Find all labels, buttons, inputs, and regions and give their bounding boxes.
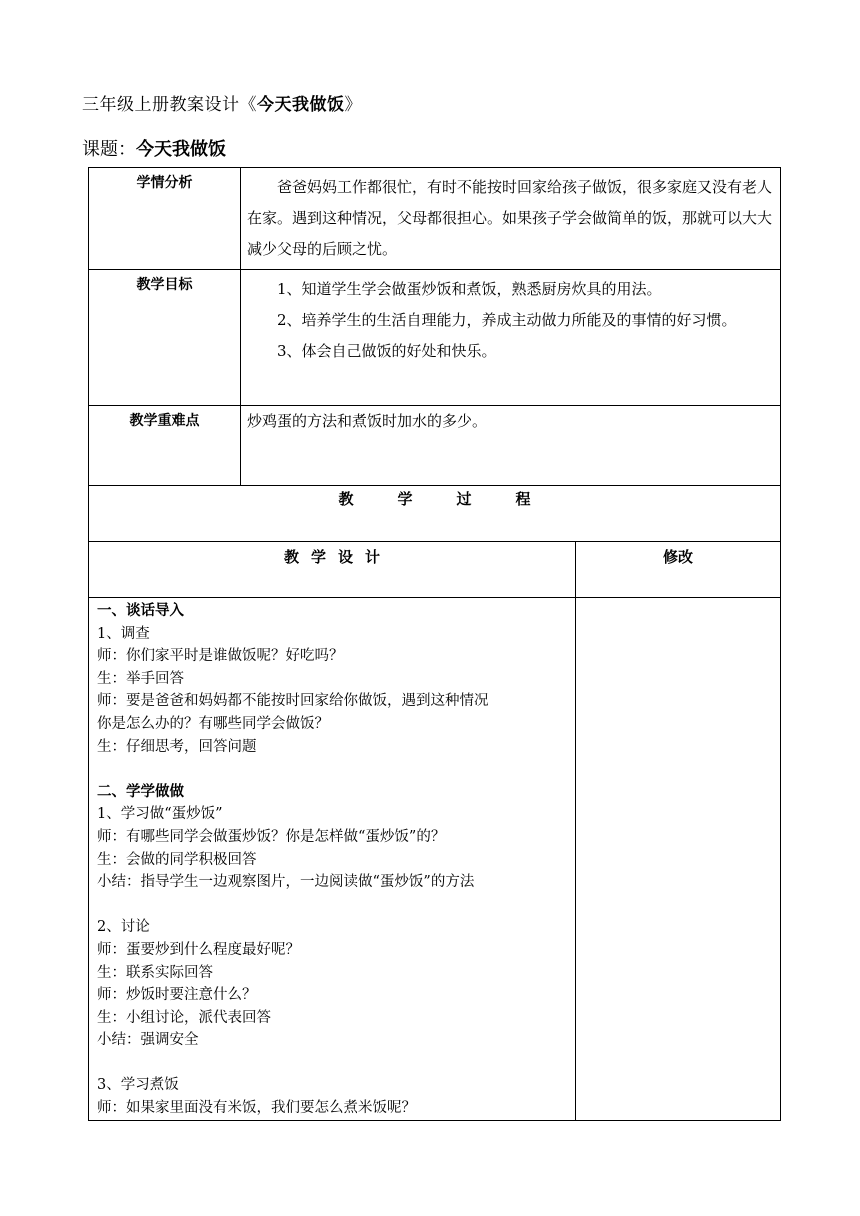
process-row xyxy=(89,486,781,542)
lesson-title xyxy=(82,135,226,161)
revision-content xyxy=(576,598,781,1121)
design-line: 3、学习煮饭 xyxy=(97,1077,179,1094)
design-section-heading: 一、谈话导入 xyxy=(97,603,184,619)
analysis-content xyxy=(241,168,781,270)
design-line: 师：炒饭时要注意什么？ xyxy=(97,987,257,1004)
process-title xyxy=(89,486,781,542)
blank-line xyxy=(97,894,569,917)
design-header-char: 教 xyxy=(283,548,299,566)
design-header-char: 学 xyxy=(310,548,326,566)
key-points-content xyxy=(241,406,781,486)
objective-item-2: 2、培养学生的生活自理能力，养成主动做力所能及的事情的好习惯。 xyxy=(277,311,737,329)
objective-item-3: 3、体会自己做饭的好处和快乐。 xyxy=(277,342,497,360)
process-title-char: 学 xyxy=(397,490,413,508)
process-title-char: 程 xyxy=(515,490,531,508)
key-points-row xyxy=(89,406,781,486)
design-line: 生：小组讨论，派代表回答 xyxy=(97,1009,271,1026)
lesson-plan-table xyxy=(88,167,781,1121)
analysis-text: 爸爸妈妈工作都很忙，有时不能按时回家给孩子做饭，很多家庭又没有老人在家。遇到这种情况，父母都很担心。如果孩子学会做简单的饭，那就可以大大减少父母的后顾之忧。 xyxy=(247,178,773,258)
design-content xyxy=(89,598,576,1121)
document-title-name: 今天我做饭 xyxy=(257,95,345,115)
document-title-suffix: 》 xyxy=(344,95,362,115)
design-line: 师：要是爸爸和妈妈都不能按时回家给你做饭，遇到这种情况 xyxy=(97,693,489,710)
process-title-char: 过 xyxy=(456,490,472,508)
design-line: 生：举手回答 xyxy=(97,670,184,687)
analysis-row xyxy=(89,168,781,270)
revision-header: 修改 xyxy=(576,542,781,598)
lesson-title-name: 今天我做饭 xyxy=(136,139,226,160)
document-title-prefix: 三年级上册教案设计《 xyxy=(82,95,257,115)
objectives-label: 教学目标 xyxy=(89,270,241,406)
design-line: 小结：指导学生一边观察图片，一边阅读做“蛋炒饭”的方法 xyxy=(97,874,475,891)
objective-item-1: 1、知道学生学会做蛋炒饭和煮饭，熟悉厨房炊具的用法。 xyxy=(277,280,662,298)
objectives-row xyxy=(89,270,781,406)
key-points-label: 教学重难点 xyxy=(89,406,241,486)
blank-line xyxy=(97,758,569,781)
lesson-title-label: 课题： xyxy=(82,139,136,160)
design-line: 师：你们家平时是谁做饭呢？好吃吗？ xyxy=(97,648,344,665)
design-line: 师：如果家里面没有米饭，我们要怎么煮米饭呢？ xyxy=(97,1100,416,1117)
design-line: 生：仔细思考，回答问题 xyxy=(97,738,257,755)
design-section-heading: 二、学学做做 xyxy=(97,783,184,800)
design-line: 师：蛋要炒到什么程度最好呢？ xyxy=(97,941,300,958)
design-line: 1、调查 xyxy=(97,625,150,642)
design-line: 生：会做的同学积极回答 xyxy=(97,851,257,868)
blank-line xyxy=(97,1052,569,1075)
design-header-char: 设 xyxy=(338,548,354,566)
design-header xyxy=(89,542,576,598)
key-points-text: 炒鸡蛋的方法和煮饭时加水的多少。 xyxy=(247,412,488,430)
design-line: 生：联系实际回答 xyxy=(97,964,213,981)
design-line: 小结：强调安全 xyxy=(97,1032,199,1049)
design-line: 师：有哪些同学会做蛋炒饭？你是怎样做“蛋炒饭”的？ xyxy=(97,828,446,845)
process-title-char: 教 xyxy=(338,490,354,508)
design-header-char: 计 xyxy=(365,548,381,566)
document-title xyxy=(82,90,362,115)
design-body-row xyxy=(89,598,781,1121)
analysis-label: 学情分析 xyxy=(89,168,241,270)
design-header-row xyxy=(89,542,781,598)
objectives-content xyxy=(241,270,781,406)
design-line: 2、讨论 xyxy=(97,919,150,936)
design-line: 1、学习做“蛋炒饭” xyxy=(97,806,223,823)
design-line: 你是怎么办的？有哪些同学会做饭？ xyxy=(97,715,329,732)
